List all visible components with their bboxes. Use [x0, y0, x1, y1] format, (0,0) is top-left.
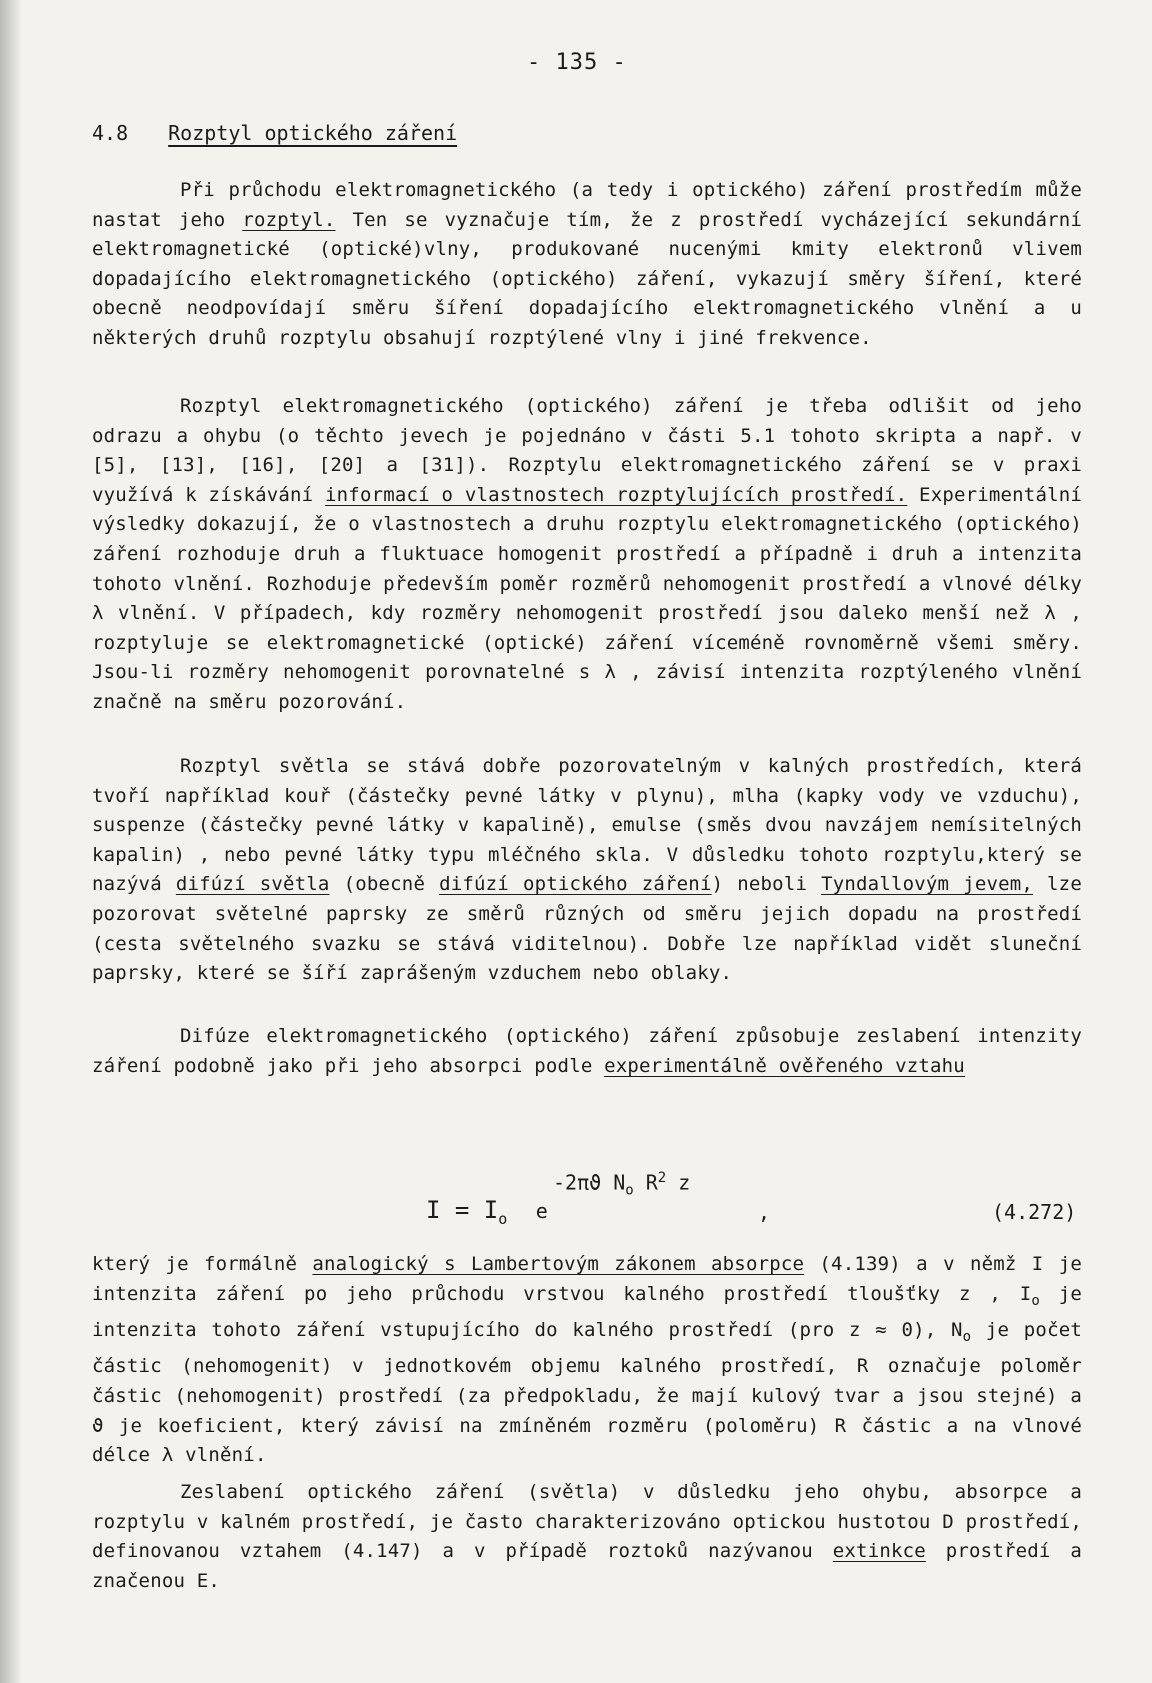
- p2-text-2: . Rozptylu elektromagnetického záření se v praxi využívá k získávání: [92, 454, 1083, 506]
- equation-4-272: [0, 1170, 1152, 1240]
- term-lambert-analogie: analogický s Lambertovým zákonem absorpce: [312, 1253, 805, 1275]
- p6-text-1: Zeslabení optického záření (světla) v důsledku jeho ohybu, absorpce a rozptylu v kalném prostředí, je často charakterizováno optickou hustotou D prostředí, definovanou vztahem (4.147) a v případě roztoků nazývanou: [92, 1481, 1082, 1563]
- term-tyndalluv-jev: Tyndallovým jevem,: [821, 873, 1034, 896]
- section-heading: [92, 121, 457, 145]
- term-difuze-svetla: difúzí světla: [175, 873, 330, 896]
- term-difuze-optickeho-zareni: difúzí optického záření: [439, 873, 712, 896]
- paragraph-extinction: [92, 1478, 1082, 1596]
- p5-text-2: (4.139) a v němž I je intenzita záření po jeho průchodu vrstvou kalného prostředí tloušťky z , I: [92, 1253, 1082, 1305]
- page-number: - 135 -: [527, 50, 627, 75]
- p3-text-3: ) neboli: [711, 873, 822, 896]
- p2-text-1: Rozptyl elektromagnetického (optického) záření je třeba odlišit od jeho odrazu a ohybu (o těchto jevech je pojednáno v části 5.1 tohoto skripta a např. v: [92, 395, 1082, 447]
- p3-text-4: lze pozorovat světelné paprsky ze směrů různých od směru jejich dopadu na prostředí (cesta světelného svazku se stává viditelnou). Dobře lze například vidět sluneční paprsky, které se šíří zaprášeným vzduchem nebo oblaky.: [92, 873, 1082, 985]
- paragraph-equation-explanation: který je formálně analogický s Lambertovým zákonem absorpce (4.139) a v němž I je intenzita záření po jeho průchodu vrstvou kalného prostředí tloušťky z , $I_o$ je intenzita tohoto záření vstupujícího do kalného prostředí (pro z ≈ 0), $N_o$ je počet částic (nehomogenit) v jednotkovém objemu kalného prostředí, R označuje poloměr částic (nehomogenit) prostředí (za předpokladu, že mají kulový tvar a jsou stejné) a ϑ je koeficient, který závisí na zmíněném rozměru (poloměru) R částic a na vlnové délce λ vlnění.: [92, 1253, 1082, 1467]
- term-rozptyl: rozptyl.: [242, 208, 336, 231]
- references: [5], [13], [16], [20] a [31]): [92, 454, 478, 477]
- equation-lhs: $I = I_o$ e: [426, 1196, 548, 1228]
- p1-text-2: Ten se vyznačuje tím, že z prostředí vycházející sekundární elektromagnetické (optické)vlny, produkované nucenými kmity elektronů vlivem dopadajícího elektromagnetického (optického) záření, vykazují směry šíření, které obecně neodpovídají směru šíření dopadajícího elektromagnetického vlnění a u některých druhů rozptylu obsahují rozptýlené vlny i jiné frekvence.: [92, 208, 1082, 349]
- p3-text-2: (obecně: [329, 873, 440, 896]
- term-extinkce: extinkce: [832, 1540, 926, 1563]
- term-vztah: experimentálně ověřeného vztahu: [604, 1054, 965, 1077]
- p5-text-1: který je formálně: [92, 1253, 313, 1275]
- p5-text-4: je počet částic (nehomogenit) v jednotkovém objemu kalného prostředí, R označuje poloměr částic (nehomogenit) prostředí (za předpokladu, že mají kulový tvar a jsou stejné) a ϑ je koeficient, který závisí na zmíněném rozměru (poloměru) R částic a na vlnové délce λ vlnění.: [92, 1318, 1082, 1467]
- paragraph-scattering-definition: [92, 176, 1082, 354]
- p2-text-3: Experimentální výsledky dokazují, že o vlastnostech a druhu rozptylu elektromagnetického (optického) záření rozhoduje druh a fluktuace homogenit prostředí a případně i druh a intenzita tohoto vlnění. Rozhoduje především poměr rozměrů nehomogenit prostředí a vlnové délky λ vlnění. V případech, kdy rozměry nehomogenit prostředí jsou daleko menší než λ , rozptyluje se elektromagnetické (optické) záření víceméně rovnoměrně všemi směry. Jsou-li rozměry nehomogenit porovnatelné s λ , závisí intenzita rozptýleného vlnění značně na směru pozorování.: [92, 483, 1082, 713]
- equation-exponent: -2πϑ $N_o$ $R^2$ z: [553, 1170, 691, 1199]
- p4-text-1: Difúze elektromagnetického (optického) záření způsobuje zeslabení intenzity záření podobně jako při jeho absorpci podle: [92, 1025, 1082, 1077]
- paragraph-scattering-vs-reflection: [92, 392, 1082, 718]
- p1-text-1: Při průchodu elektromagnetického (a tedy i optického) záření prostředím může nastat jeho: [92, 179, 1082, 231]
- p3-text-1: Rozptyl světla se stává dobře pozorovatelným v kalných prostředích, která tvoří například kouř (částečky pevné látky v plynu), mlha (kapky vody ve vzduchu), suspenze (částečky pevné látky v kapalině), emulse (směs dvou navzájem nemísitelných kapalin) , nebo pevné látky typu mléčného skla. V důsledku tohoto rozptylu,který se nazývá: [92, 755, 1082, 896]
- p5-text-3: je intenzita tohoto záření vstupujícího do kalného prostředí (pro z ≈ 0), N: [92, 1282, 1082, 1341]
- equation-number: (4.272): [992, 1200, 1077, 1224]
- paragraph-turbid-media: [92, 752, 1082, 989]
- section-number: 4.8: [92, 121, 129, 145]
- section-title: Rozptyl optického záření: [168, 121, 458, 145]
- term-informace: informací o vlastnostech rozptylujících prostředí.: [325, 483, 908, 506]
- paragraph-diffusion-attenuation: [92, 1022, 1082, 1081]
- p6-text-2: prostředí a značenou E.: [92, 1540, 1083, 1592]
- equation-comma: ,: [758, 1200, 771, 1224]
